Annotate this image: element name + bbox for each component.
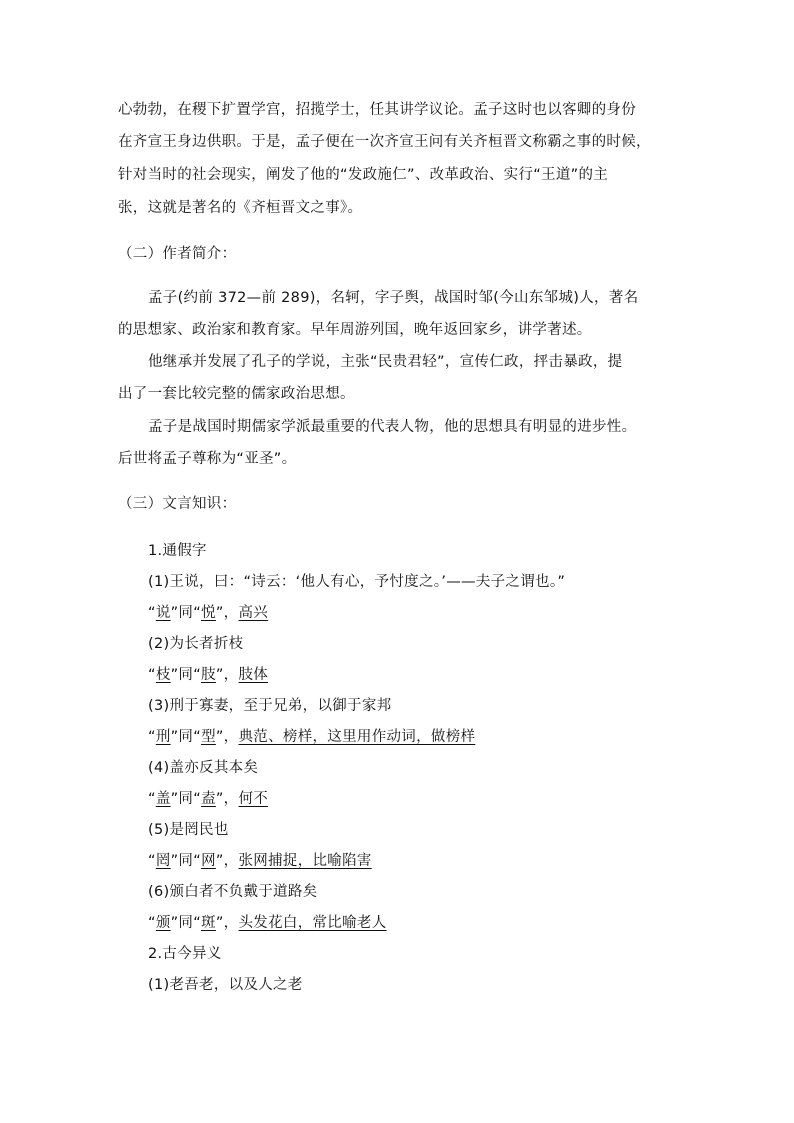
explanation-line: “刑”同“型”，典范、榜样，这里用作动词，做榜样 — [148, 729, 476, 745]
example-quote: (1)王说，曰：“诗云：‘他人有心，予忖度之。’——夫子之谓也。” — [148, 574, 566, 590]
example-quote: (1)老吾老，以及人之老 — [148, 977, 303, 993]
example-quote: (4)盖亦反其本矣 — [148, 760, 259, 776]
variant-char: 说 — [155, 605, 171, 621]
meaning: 典范、榜样，这里用作动词，做榜样 — [238, 729, 476, 745]
meaning: 高兴 — [238, 605, 269, 621]
subheading-tongjiazi: 1.通假字 — [148, 543, 207, 559]
author-para1-line2: 的思想家、政治家和教育家。早年周游列国，晚年返回家乡，讲学著述。 — [118, 322, 592, 338]
intro-line-1: 心勃勃，在稷下扩置学宫，招揽学士，任其讲学议论。孟子这时也以客卿的身份 — [118, 102, 636, 118]
meaning: 肢体 — [238, 667, 269, 683]
intro-line-4: 张，这就是著名的《齐桓晋文之事》。 — [118, 200, 363, 216]
explanation-line: “枝”同“肢”，肢体 — [148, 667, 269, 683]
example-quote: (5)是罔民也 — [148, 822, 229, 838]
author-para3-line2: 后世将孟子尊称为“亚圣”。 — [118, 451, 297, 467]
meaning: 张网捕捉，比喻陷害 — [238, 853, 372, 869]
author-para2-line1: 他继承并发展了孔子的学说，主张“民贵君轻”，宣传仁政，抨击暴政，提 — [148, 354, 623, 370]
intro-line-3: 针对当时的社会现实，阐发了他的“发政施仁”、改革政治、实行“王道”的主 — [118, 167, 609, 183]
meaning: 何不 — [238, 791, 269, 807]
variant-char: 刑 — [155, 729, 171, 745]
author-para2-line2: 出了一套比较完整的儒家政治思想。 — [118, 386, 355, 402]
section-heading-author: （二）作者简介： — [118, 246, 237, 262]
explanation-line: “盖”同“盍”，何不 — [148, 791, 269, 807]
standard-char: 网 — [201, 853, 216, 869]
standard-char: 悦 — [201, 605, 216, 621]
meaning: 头发花白，常比喻老人 — [238, 915, 387, 931]
example-quote: (3)刑于寡妻，至于兄弟，以御于家邦 — [148, 698, 392, 714]
standard-char: 型 — [201, 729, 216, 745]
intro-line-2: 在齐宣王身边供职。于是，孟子便在一次齐宣王问有关齐桓晋文称霸之事的时候， — [118, 134, 651, 150]
explanation-line: “说”同“悦”，高兴 — [148, 605, 269, 621]
standard-char: 肢 — [201, 667, 216, 683]
variant-char: 枝 — [155, 667, 171, 683]
standard-char: 斑 — [201, 915, 216, 931]
example-quote: (6)颁白者不负戴于道路矣 — [148, 884, 318, 900]
explanation-line: “罔”同“网”，张网捕捉，比喻陷害 — [148, 853, 372, 869]
author-para3-line1: 孟子是战国时期儒家学派最重要的代表人物，他的思想具有明显的进步性。 — [148, 419, 637, 435]
author-para1-line1: 孟子(约前 372—前 289)，名轲，字子舆，战国时邹(今山东邹城)人，著名 — [148, 290, 639, 306]
example-quote: (2)为长者折枝 — [148, 636, 244, 652]
section-heading-classical: （三）文言知识： — [118, 496, 237, 512]
variant-char: 颁 — [155, 915, 171, 931]
standard-char: 盍 — [201, 791, 216, 807]
variant-char: 罔 — [155, 853, 171, 869]
variant-char: 盖 — [155, 791, 171, 807]
explanation-line: “颁”同“斑”，头发花白，常比喻老人 — [148, 915, 387, 931]
subheading-gujinyiyi: 2.古今异义 — [148, 946, 222, 962]
